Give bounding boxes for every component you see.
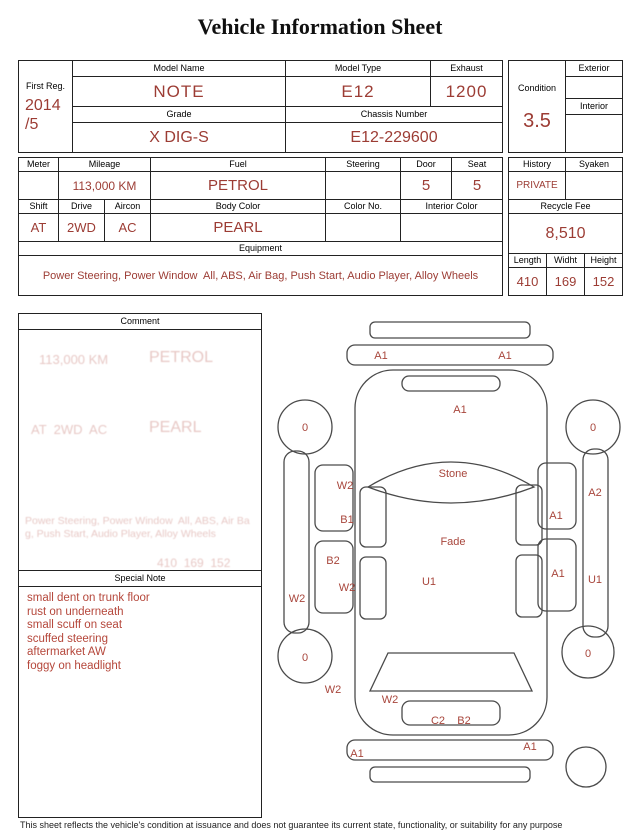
rear-bumper [347,740,553,760]
height-value: 152 [585,268,623,296]
ghost-text: PEARL [149,419,202,436]
diagram-label: W2 [288,593,306,605]
footer-disclaimer: This sheet reflects the vehicle's condition at issuance and does not guarantee its current state, functionality, or suitability for any purpose [20,820,563,830]
rear-window [370,653,532,691]
model-name-value: NOTE [73,77,286,107]
condition-label: Condition [517,82,557,93]
interior-label: Interior [566,99,623,115]
mileage-value: 113,000 KM [59,172,151,200]
shift-value: AT [19,214,59,242]
condition-cell [509,61,566,153]
aircon-value: AC [105,214,151,242]
history-label: History [509,158,566,172]
diagram-label: W2 [336,480,354,492]
special-note-line: small dent on trunk floor [27,592,150,604]
history-recycle-table [508,157,623,296]
front-upper-strip [370,322,530,338]
first-reg-label: First Reg. [25,81,65,91]
chassis-number-label: Chassis Number [286,107,503,123]
diagram-label: W2 [338,582,356,594]
special-note-line: scuffed steering [27,632,108,645]
diagram-label: U1 [587,574,603,586]
car-diagram-svg [270,315,635,815]
exterior-value [566,77,623,99]
syaken-label: Syaken [566,158,623,172]
diagram-label: B1 [340,514,354,526]
diagram-label: A1 [551,568,565,580]
left-sill-panel [284,451,309,633]
interior-value [566,115,623,153]
drive-value: 2WD [59,214,105,242]
equipment-label: Equipment [19,242,503,256]
rear-lower-strip [370,767,530,782]
exhaust-value: 1200 [431,77,503,107]
ghost-text: Power Steering, Power Window All, ABS, Air Bag, Push Start, Audio Player, Alloy Wheels [25,515,250,540]
height-label: Height [585,254,623,268]
fuel-value: PETROL [151,172,326,200]
diagram-label: A1 [498,350,512,362]
interior-color-label: Interior Color [401,200,503,214]
recycle-fee-label: Recycle Fee [509,200,623,214]
right-sill-panel [583,449,608,637]
interior-color-value [401,214,503,242]
aircon-label: Aircon [105,200,151,214]
grade-value: X DIG-S [73,123,286,153]
grade-label: Grade [73,107,286,123]
syaken-value [566,172,623,200]
vehicle-main-table [18,60,503,153]
cabin-left-front [360,487,386,547]
first-reg-cell [19,61,73,153]
comment-content [19,330,261,570]
exhaust-label: Exhaust [431,61,503,77]
diagram-label: A1 [523,741,537,753]
diagram-label: Stone [438,468,468,480]
special-note-header: Special Note [19,570,261,587]
diagram-label: B2 [457,715,471,727]
drive-label: Drive [59,200,105,214]
left-rear-door-panel [315,541,353,613]
diagram-label: Fade [440,536,466,548]
body-color-label: Body Color [151,200,326,214]
diagram-label: B2 [326,555,340,567]
spare-tire [566,747,606,787]
model-type-value: E12 [286,77,431,107]
chassis-number-value: E12-229600 [286,123,503,153]
length-value: 410 [509,268,547,296]
condition-value: 3.5 [523,109,551,132]
ghost-text: 113,000 KM [39,352,109,367]
special-note-content [19,587,261,678]
diagram-label: W2 [381,694,399,706]
steering-value [326,172,401,200]
shift-label: Shift [19,200,59,214]
comment-box [18,313,262,818]
condition-table [508,60,623,153]
recycle-fee-value: 8,510 [509,214,623,254]
car-body [355,370,547,735]
special-note-line: small scuff on seat [27,619,123,631]
ghost-text: AT 2WD AC [31,422,108,437]
body-color-value: PEARL [151,214,326,242]
page-title: Vehicle Information Sheet [197,14,443,39]
special-note-line: foggy on headlight [27,659,121,672]
meter-label: Meter [19,158,59,172]
diagram-label: A1 [374,350,388,362]
special-note-line: aftermarket AW [27,646,106,658]
fuel-label: Fuel [151,158,326,172]
meter-value [19,172,59,200]
first-reg-month: /5 [25,116,39,133]
steering-label: Steering [326,158,401,172]
model-name-label: Model Name [73,61,286,77]
seat-value: 5 [452,172,503,200]
comment-header: Comment [19,314,261,330]
trunk [402,701,500,725]
diagram-label: 0 [584,648,592,660]
door-label: Door [401,158,452,172]
door-value: 5 [401,172,452,200]
diagram-label: C2 [430,715,446,727]
diagram-label: 0 [301,422,309,434]
color-no-value [326,214,401,242]
first-reg-year: 2014 [25,97,61,114]
equipment-value: Power Steering, Power Window All, ABS, Air Bag, Push Start, Audio Player, Alloy Wheels [19,256,503,296]
exterior-label: Exterior [566,61,623,77]
car-diagram [270,315,635,815]
ghost-text: PETROL [149,349,214,366]
diagram-label: A2 [588,487,602,499]
first-reg-value [19,96,72,134]
diagram-label: 0 [589,422,597,434]
color-no-label: Color No. [326,200,401,214]
mileage-label: Mileage [59,158,151,172]
width-value: 169 [547,268,585,296]
diagram-label: 0 [301,652,309,664]
model-type-label: Model Type [286,61,431,77]
diagram-label: A1 [549,510,563,522]
vehicle-detail-table [18,157,503,296]
ghost-text: 410 169 152 [157,556,231,570]
width-label: Widht [547,254,585,268]
diagram-label: W2 [324,684,342,696]
hood-cowl [402,376,500,391]
length-label: Length [509,254,547,268]
special-note-line: rust on underneath [27,605,124,618]
diagram-label: U1 [421,576,437,588]
history-value: PRIVATE [509,172,566,200]
seat-label: Seat [452,158,503,172]
diagram-label: A1 [453,404,467,416]
diagram-label: A1 [350,748,364,760]
cabin-left-rear [360,557,386,619]
